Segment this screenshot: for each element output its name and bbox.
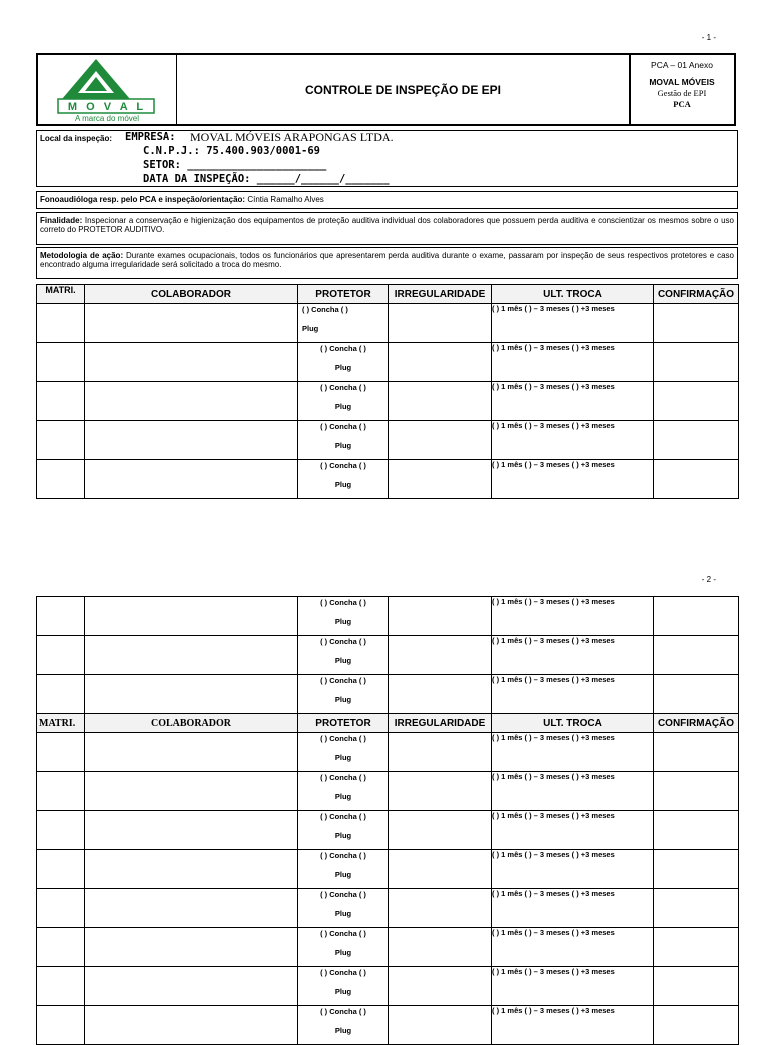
plug-option[interactable]: Plug [334,480,352,489]
matri-cell[interactable] [37,597,85,636]
protetor-cell[interactable] [298,733,389,772]
ult-troca-cell[interactable]: ( ) 1 mês ( ) – 3 meses ( ) +3 meses [492,1006,654,1045]
matri-cell[interactable] [37,772,85,811]
confirmacao-cell[interactable] [654,733,739,772]
col-colaborador: COLABORADOR [85,285,298,304]
confirmacao-cell[interactable] [654,850,739,889]
confirmacao-cell[interactable] [654,597,739,636]
matri-cell[interactable] [37,421,85,460]
protetor-cell[interactable] [298,811,389,850]
doc-code: PCA [673,99,691,109]
matri-cell[interactable] [37,460,85,499]
matri-cell[interactable] [37,850,85,889]
table-row [37,772,739,811]
ult-troca-cell[interactable]: ( ) 1 mês ( ) – 3 meses ( ) +3 meses [492,597,654,636]
ult-troca-cell[interactable]: ( ) 1 mês ( ) – 3 meses ( ) +3 meses [492,675,654,714]
irregularidade-cell[interactable] [389,382,492,421]
concha-option[interactable]: ( ) Concha ( ) [320,637,366,646]
irregularidade-cell[interactable] [389,733,492,772]
logo [38,55,177,124]
protetor-cell[interactable] [298,343,389,382]
concha-option[interactable]: ( ) Concha ( ) [320,676,366,685]
concha-option[interactable]: ( ) Concha ( ) [302,305,348,314]
concha-option[interactable]: ( ) Concha ( ) [320,422,366,431]
plug-option[interactable]: Plug [334,792,352,801]
table-row [37,733,739,772]
plug-option[interactable]: Plug [334,617,352,626]
protetor-cell[interactable] [298,967,389,1006]
confirmacao-cell[interactable] [654,772,739,811]
colaborador-cell[interactable] [85,636,298,675]
plug-option[interactable]: Plug [334,753,352,762]
plug-option[interactable]: Plug [334,831,352,840]
plug-option[interactable]: Plug [334,987,352,996]
irregularidade-cell[interactable] [389,343,492,382]
protetor-cell[interactable] [298,460,389,499]
irregularidade-cell[interactable] [389,772,492,811]
empresa-label: EMPRESA: [125,131,176,143]
metodologia-box [36,247,738,279]
table-row [37,460,739,499]
ult-troca-cell[interactable]: ( ) 1 mês ( ) – 3 meses ( ) +3 meses [492,460,654,499]
matri-cell[interactable] [37,967,85,1006]
irregularidade-cell[interactable] [389,811,492,850]
plug-option[interactable]: Plug [302,324,319,333]
table-row [37,597,739,636]
matri-cell[interactable] [37,382,85,421]
colaborador-cell[interactable] [85,421,298,460]
concha-option[interactable]: ( ) Concha ( ) [320,890,366,899]
confirmacao-cell[interactable] [654,967,739,1006]
plug-option[interactable]: Plug [334,909,352,918]
matri-cell[interactable] [37,304,85,343]
table-row [37,304,739,343]
table-row [37,343,739,382]
col-confirmacao: CONFIRMAÇÃO [654,714,739,733]
plug-option[interactable]: Plug [334,441,352,450]
colaborador-cell[interactable] [85,928,298,967]
colaborador-cell[interactable] [85,597,298,636]
colaborador-cell[interactable] [85,733,298,772]
colaborador-cell[interactable] [85,343,298,382]
confirmacao-cell[interactable] [654,343,739,382]
protetor-cell[interactable] [298,636,389,675]
col-protetor: PROTETOR [298,285,389,304]
protetor-cell[interactable] [298,675,389,714]
page-number: - 2 - [701,575,716,584]
concha-option[interactable]: ( ) Concha ( ) [320,929,366,938]
colaborador-cell[interactable] [85,304,298,343]
metodologia-label: Metodologia de ação: [40,251,124,260]
table-row [37,811,739,850]
protetor-cell[interactable] [298,850,389,889]
inspection-table-page2 [36,596,739,1045]
metodologia-text: Durante exames ocupacionais, todos os funcionários que apresentarem perda auditiva durante o exame, passaram por inspeção de seus respectivos protetores e caso encontrado alguma irregularidade será solicitado a troca do mesmo. [40,251,734,269]
colaborador-cell[interactable] [85,889,298,928]
irregularidade-cell[interactable] [389,1006,492,1045]
ult-troca-cell[interactable]: ( ) 1 mês ( ) – 3 meses ( ) +3 meses [492,889,654,928]
confirmacao-cell[interactable] [654,304,739,343]
concha-option[interactable]: ( ) Concha ( ) [320,598,366,607]
concha-option[interactable]: ( ) Concha ( ) [320,1007,366,1016]
irregularidade-cell[interactable] [389,967,492,1006]
col-ult-troca: ULT. TROCA [492,714,654,733]
protetor-cell[interactable] [298,772,389,811]
finalidade-label: Finalidade: [40,216,83,225]
confirmacao-cell[interactable] [654,675,739,714]
ult-troca-cell[interactable]: ( ) 1 mês ( ) – 3 meses ( ) +3 meses [492,343,654,382]
irregularidade-cell[interactable] [389,421,492,460]
plug-option[interactable]: Plug [334,402,352,411]
table-row [37,850,739,889]
ult-troca-cell[interactable]: ( ) 1 mês ( ) – 3 meses ( ) +3 meses [492,928,654,967]
concha-option[interactable]: ( ) Concha ( ) [320,383,366,392]
table-row [37,1006,739,1045]
protetor-cell[interactable] [298,382,389,421]
confirmacao-cell[interactable] [654,889,739,928]
local-label: Local da inspeção: [40,134,113,143]
confirmacao-cell[interactable] [654,928,739,967]
col-matri: MATRI. [37,714,85,733]
col-ult-troca: ULT. TROCA [492,285,654,304]
confirmacao-cell[interactable] [654,1006,739,1045]
doc-ref: PCA – 01 Anexo [651,60,713,70]
confirmacao-cell[interactable] [654,421,739,460]
fono-box [36,191,738,209]
page-number: - 1 - [701,33,716,42]
protetor-cell[interactable] [298,304,389,343]
matri-cell[interactable] [37,811,85,850]
ult-troca-cell[interactable]: ( ) 1 mês ( ) – 3 meses ( ) +3 meses [492,811,654,850]
plug-option[interactable]: Plug [334,363,352,372]
setor-field: SETOR: ______________________ [143,159,327,171]
col-confirmacao: CONFIRMAÇÃO [654,285,739,304]
colaborador-cell[interactable] [85,850,298,889]
ult-troca-cell[interactable]: ( ) 1 mês ( ) – 3 meses ( ) +3 meses [492,967,654,1006]
matri-cell[interactable] [37,636,85,675]
plug-option[interactable]: Plug [334,1026,352,1035]
fono-label: Fonoaudióloga resp. pelo PCA e inspeção/orientação: [40,195,246,204]
ult-troca-cell[interactable]: ( ) 1 mês ( ) – 3 meses ( ) +3 meses [492,850,654,889]
table-row [37,636,739,675]
plug-option[interactable]: Plug [334,948,352,957]
protetor-cell[interactable] [298,1006,389,1045]
plug-option[interactable]: Plug [334,870,352,879]
protetor-cell[interactable] [298,597,389,636]
data-inspecao-field: DATA DA INSPEÇÃO: ______/______/_______ [143,173,390,185]
irregularidade-cell[interactable] [389,675,492,714]
colaborador-cell[interactable] [85,460,298,499]
protetor-cell[interactable] [298,421,389,460]
matri-cell[interactable] [37,675,85,714]
col-colaborador: COLABORADOR [85,714,298,733]
colaborador-cell[interactable] [85,1006,298,1045]
ult-troca-cell[interactable]: ( ) 1 mês ( ) – 3 meses ( ) +3 meses [492,421,654,460]
concha-option[interactable]: ( ) Concha ( ) [320,812,366,821]
logo-brand: M O V A L [67,101,147,113]
table-row [37,382,739,421]
matri-cell[interactable] [37,343,85,382]
cnpj: C.N.P.J.: 75.400.903/0001-69 [143,145,321,157]
header-side [630,55,734,129]
document-title: CONTROLE DE INSPEÇÃO DE EPI [177,55,631,124]
confirmacao-cell[interactable] [654,636,739,675]
fono-value: Cíntia Ramalho Alves [247,195,324,204]
table-row [37,421,739,460]
concha-option[interactable]: ( ) Concha ( ) [320,461,366,470]
empresa-value: MOVAL MÓVEIS ARAPONGAS LTDA. [190,130,394,144]
irregularidade-cell[interactable] [389,460,492,499]
table-row [37,967,739,1006]
irregularidade-cell[interactable] [389,597,492,636]
protetor-cell[interactable] [298,928,389,967]
confirmacao-cell[interactable] [654,460,739,499]
confirmacao-cell[interactable] [654,811,739,850]
ult-troca-cell[interactable]: ( ) 1 mês ( ) – 3 meses ( ) +3 meses [492,636,654,675]
irregularidade-cell[interactable] [389,304,492,343]
colaborador-cell[interactable] [85,382,298,421]
table-row [37,889,739,928]
inspection-table-page1 [36,284,739,499]
irregularidade-cell[interactable] [389,889,492,928]
inspection-info [36,130,738,187]
ult-troca-cell[interactable]: ( ) 1 mês ( ) – 3 meses ( ) +3 meses [492,304,654,343]
irregularidade-cell[interactable] [389,928,492,967]
matri-cell[interactable] [37,928,85,967]
concha-option[interactable]: ( ) Concha ( ) [320,968,366,977]
finalidade-text: Inspecionar a conservação e higienização dos equipamentos de proteção auditiva individual dos colaboradores que possuem perda auditiva e conscientizar os mesmos sobre o uso correto do PROTETOR AUDITIVO. [40,216,734,234]
col-protetor: PROTETOR [298,714,389,733]
logo-tagline: A marca do móvel [74,114,140,123]
ult-troca-cell[interactable]: ( ) 1 mês ( ) – 3 meses ( ) +3 meses [492,733,654,772]
irregularidade-cell[interactable] [389,850,492,889]
ult-troca-cell[interactable]: ( ) 1 mês ( ) – 3 meses ( ) +3 meses [492,772,654,811]
table-row [37,675,739,714]
col-matri: MATRI. [37,285,85,304]
colaborador-cell[interactable] [85,675,298,714]
col-irregularidade: IRREGULARIDADE [389,714,492,733]
irregularidade-cell[interactable] [389,636,492,675]
colaborador-cell[interactable] [85,772,298,811]
concha-option[interactable]: ( ) Concha ( ) [320,734,366,743]
document-header [36,53,736,126]
concha-option[interactable]: ( ) Concha ( ) [320,851,366,860]
confirmacao-cell[interactable] [654,382,739,421]
ult-troca-cell[interactable]: ( ) 1 mês ( ) – 3 meses ( ) +3 meses [492,382,654,421]
concha-option[interactable]: ( ) Concha ( ) [320,344,366,353]
concha-option[interactable]: ( ) Concha ( ) [320,773,366,782]
finalidade-box [36,212,738,245]
plug-option[interactable]: Plug [334,656,352,665]
matri-cell[interactable] [37,1006,85,1045]
colaborador-cell[interactable] [85,967,298,1006]
col-irregularidade: IRREGULARIDADE [389,285,492,304]
table-row [37,928,739,967]
protetor-cell[interactable] [298,889,389,928]
matri-cell[interactable] [37,889,85,928]
matri-cell[interactable] [37,733,85,772]
company-name: MOVAL MÓVEIS [649,77,715,87]
department: Gestão de EPI [657,88,707,98]
colaborador-cell[interactable] [85,811,298,850]
plug-option[interactable]: Plug [334,695,352,704]
